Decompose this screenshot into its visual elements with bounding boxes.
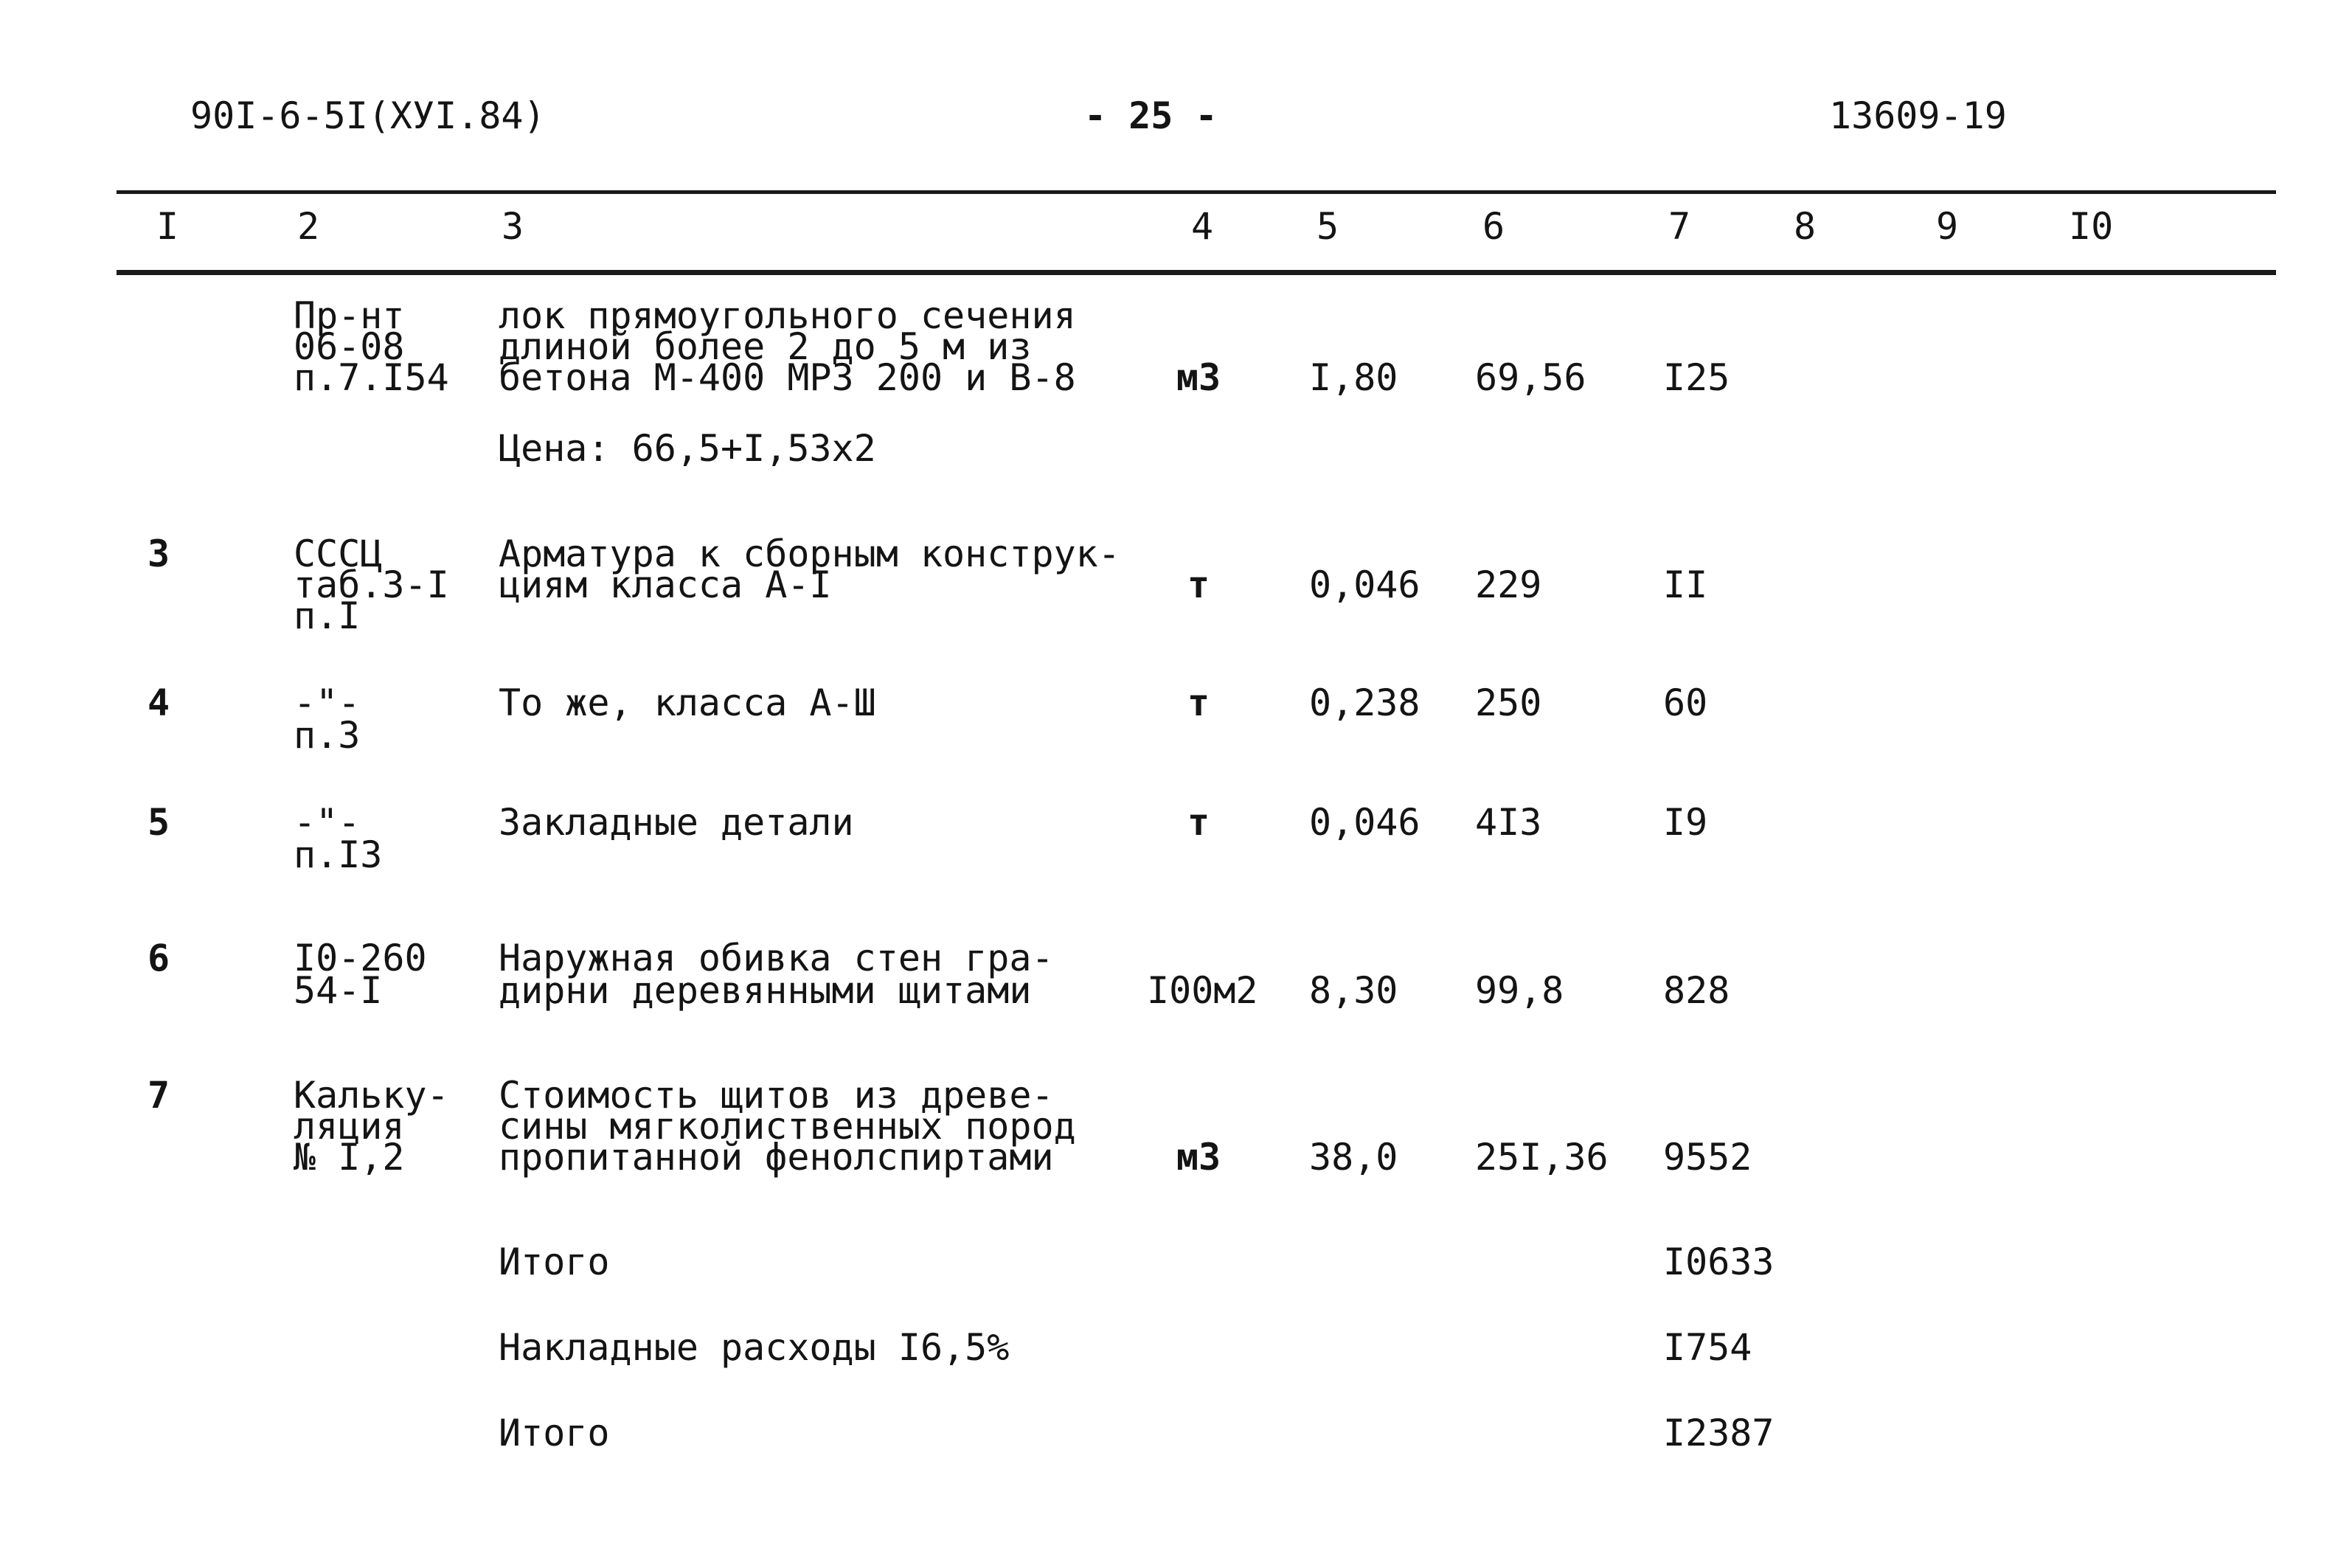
row-code-line: п.I [294, 594, 361, 637]
row-unit-price: 69,56 [1475, 356, 1586, 399]
row-price-note: Цена: 66,5+I,53х2 [499, 427, 876, 470]
row-total: 9552 [1663, 1136, 1752, 1179]
row-unit-price: 25I,36 [1475, 1136, 1609, 1179]
row-description-line: Закладные детали [499, 801, 854, 844]
header-rule [117, 270, 2276, 275]
top-rule [117, 190, 2276, 194]
row-code-line: -"- [294, 681, 361, 724]
row-code-line: СССЦ [294, 533, 383, 575]
row-number: 4 [148, 681, 170, 724]
document-code: 90I-6-5I(ХУI.84) [190, 94, 546, 137]
column-header-8: 8 [1794, 205, 1817, 248]
row-unit-price: 4I3 [1475, 801, 1542, 844]
row-unit: т [1187, 681, 1210, 724]
row-unit: т [1187, 801, 1210, 844]
column-header-6: 6 [1482, 205, 1505, 248]
row-code-line: Кальку- [294, 1074, 449, 1117]
row-description-line: циям класса А-I [499, 563, 832, 606]
row-quantity: 38,0 [1309, 1136, 1398, 1179]
row-unit: м3 [1176, 1136, 1221, 1179]
row-description-line: бетона М-400 МРЗ 200 и В-8 [499, 356, 1076, 399]
row-code-line: п.3 [294, 714, 361, 757]
row-code-line: п.7.I54 [294, 356, 449, 399]
column-header-4: 4 [1191, 205, 1214, 248]
row-quantity: 0,238 [1309, 681, 1420, 724]
column-header-10: I0 [2069, 205, 2114, 248]
column-header-5: 5 [1317, 205, 1339, 248]
row-code-line: ляция [294, 1105, 405, 1148]
row-description-line: пропитанной фенолспиртами [499, 1136, 1054, 1179]
row-code-line: 06-08 [294, 325, 405, 368]
row-number: 7 [148, 1074, 170, 1117]
row-code-line: таб.3-I [294, 563, 449, 606]
row-quantity: 0,046 [1309, 563, 1420, 606]
summary-value: I2387 [1663, 1412, 1775, 1454]
sheet-code: 13609-19 [1829, 94, 2007, 137]
row-quantity: I,80 [1309, 356, 1398, 399]
row-quantity: 0,046 [1309, 801, 1420, 844]
row-total: II [1663, 563, 1708, 606]
row-unit-price: 250 [1475, 681, 1542, 724]
row-total: I9 [1663, 801, 1708, 844]
row-code-line: п.I3 [294, 833, 383, 876]
summary-value: I0633 [1663, 1241, 1775, 1283]
row-unit: т [1187, 563, 1210, 606]
row-description-line: лок прямоугольного сечения [499, 294, 1076, 337]
summary-value: I754 [1663, 1326, 1752, 1369]
row-code-line: -"- [294, 801, 361, 844]
row-unit-price: 229 [1475, 563, 1542, 606]
row-number: 6 [148, 937, 170, 979]
row-total: I25 [1663, 356, 1730, 399]
summary-label: Накладные расходы I6,5% [499, 1326, 1010, 1369]
row-description-line: длиной более 2 до 5 м из [499, 325, 1032, 368]
column-header-7: 7 [1668, 205, 1691, 248]
row-description-line: То же, класса А-Ш [499, 681, 876, 724]
row-number: 3 [148, 533, 170, 575]
row-description-line: Стоимость щитов из древе- [499, 1074, 1054, 1117]
row-unit-price: 99,8 [1475, 969, 1564, 1012]
row-description-line: сины мягколиственных пород [499, 1105, 1076, 1148]
column-header-3: 3 [502, 205, 524, 248]
row-description-line: дирни деревянными щитами [499, 969, 1032, 1012]
column-header-2: 2 [297, 205, 320, 248]
row-total: 60 [1663, 681, 1708, 724]
page-number: - 25 - [1084, 94, 1218, 137]
summary-label: Итого [499, 1412, 610, 1454]
row-code-line: Пр-нт [294, 294, 405, 337]
column-header-9: 9 [1936, 205, 1959, 248]
row-description-line: Наружная обивка стен гра- [499, 937, 1054, 979]
row-code-line: I0-260 [294, 937, 427, 979]
row-total: 828 [1663, 969, 1730, 1012]
column-header-1: I [156, 205, 179, 248]
row-description-line: Арматура к сборным конструк- [499, 533, 1120, 575]
row-code-line: 54-I [294, 969, 383, 1012]
row-unit: м3 [1176, 356, 1221, 399]
summary-label: Итого [499, 1241, 610, 1283]
row-quantity: 8,30 [1309, 969, 1398, 1012]
row-code-line: № I,2 [294, 1136, 405, 1179]
row-number: 5 [148, 801, 170, 844]
row-unit: I00м2 [1147, 969, 1258, 1012]
